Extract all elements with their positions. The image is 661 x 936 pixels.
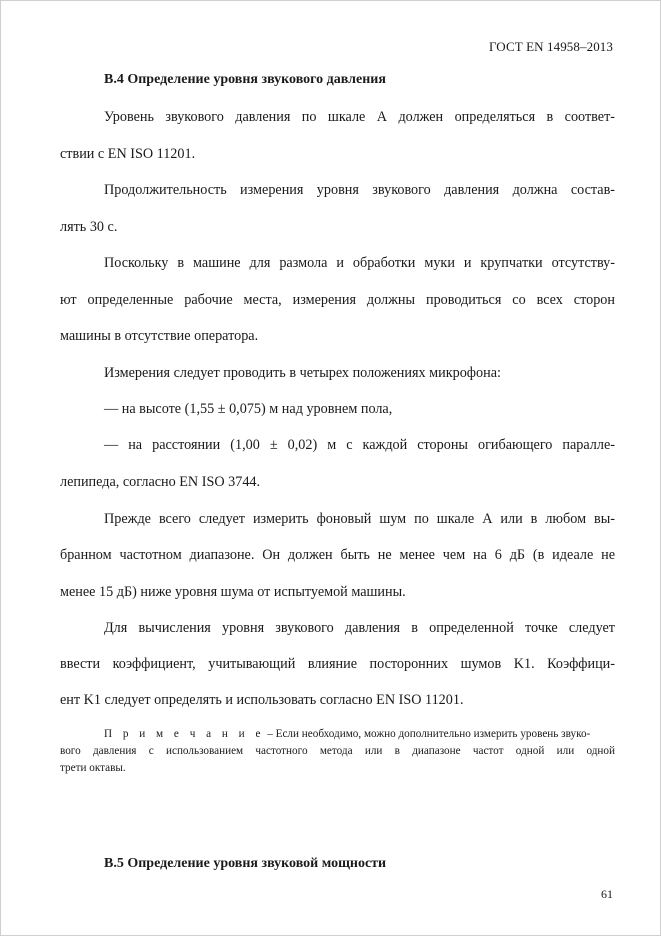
page-number: 61: [601, 887, 613, 901]
section-heading-b4: B.4 Определение уровня звукового давления: [104, 72, 386, 87]
text-line: менее 15 дБ) ниже уровня шума от испытуемой машины.: [60, 584, 406, 600]
text-line: Продолжительность измерения уровня звукового давления должна состав-: [104, 182, 615, 198]
text-line: ент K1 следует определять и использовать согласно EN ISO 11201.: [60, 692, 464, 708]
note-text: – Если необходимо, можно дополнительно измерить уровень звуко-: [264, 728, 591, 740]
text-line: бранном частотном диапазоне. Он должен быть не менее чем на 6 дБ (в идеале не: [60, 547, 615, 563]
list-item: — на высоте (1,55 ± 0,075) м над уровнем пола,: [104, 401, 393, 417]
text-line: Измерения следует проводить в четырех положениях микрофона:: [104, 365, 501, 381]
text-line: ствии с EN ISO 11201.: [60, 146, 196, 162]
note-first-line: [104, 728, 590, 740]
note-label: П р и м е ч а н и е: [104, 728, 265, 740]
section-heading-b5: B.5 Определение уровня звуковой мощности: [104, 856, 387, 871]
note-text-line: вого давления с использованием частотного метода или в диапазоне частот одной или одной: [60, 745, 615, 757]
text-line: Для вычисления уровня звукового давления в определенной точке следует: [104, 620, 615, 636]
list-item: — на расстоянии (1,00 ± 0,02) м с каждой стороны огибающего паралле-: [104, 437, 615, 453]
document-code: ГОСТ EN 14958–2013: [489, 39, 613, 54]
text-line: Поскольку в машине для размола и обработки муки и крупчатки отсутству-: [104, 255, 615, 271]
text-line: ют определенные рабочие места, измерения должны проводиться со всех сторон: [60, 292, 615, 308]
text-line: ввести коэффициент, учитывающий влияние посторонних шумов K1. Коэффици-: [60, 656, 615, 672]
text-line: лепипеда, согласно EN ISO 3744.: [60, 474, 261, 490]
text-line: Уровень звукового давления по шкале А должен определяться в соответ-: [104, 109, 615, 125]
note-text-line: трети октавы.: [60, 762, 126, 774]
text-line: лять 30 с.: [60, 219, 118, 235]
text-line: Прежде всего следует измерить фоновый шум по шкале А или в любом вы-: [104, 511, 615, 527]
text-line: машины в отсутствие оператора.: [60, 328, 259, 344]
